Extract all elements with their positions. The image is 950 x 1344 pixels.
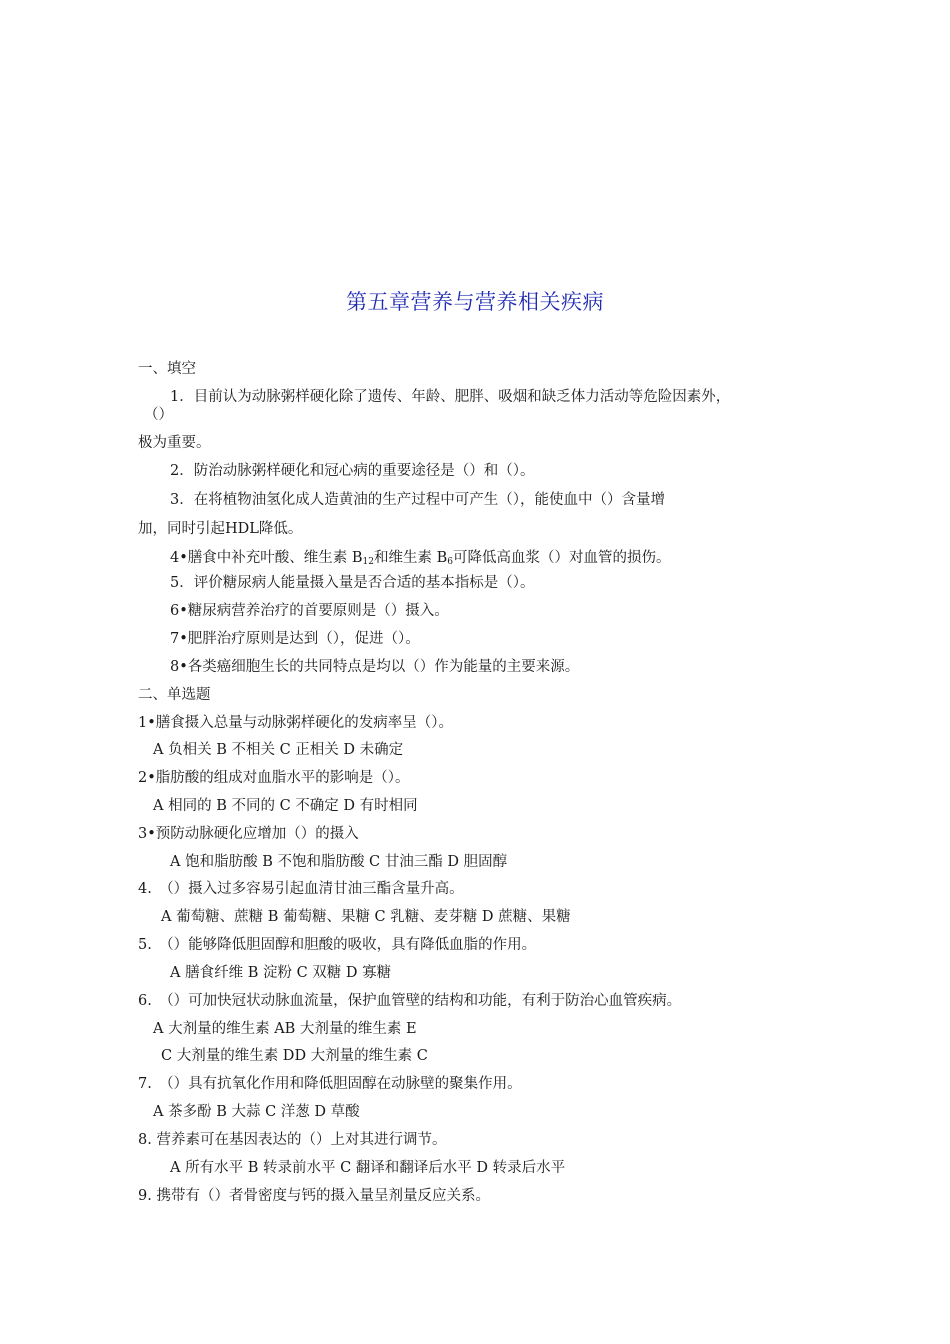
choice-question-3: 3•预防动脉硬化应增加（）的摄入 xyxy=(138,826,359,842)
choice-question-9: 9. 携带有（）者骨密度与钙的摄入量呈剂量反应关系。 xyxy=(138,1188,490,1204)
fill-question-4 xyxy=(170,549,671,567)
choice-question-5: 5. （）能够降低胆固醇和胆酸的吸收，具有降低血脂的作用。 xyxy=(138,937,537,953)
choice-question-7-options: A 茶多酚 B 大蒜 C 洋葱 D 草酸 xyxy=(153,1104,360,1120)
fill-question-3: 3．在将植物油氢化成人造黄油的生产过程中可产生（），能使血中（）含量增 xyxy=(170,492,665,508)
page-title: 第五章营养与营养相关疾病 xyxy=(346,290,604,314)
choice-question-8: 8. 营养素可在基因表达的（）上对其进行调节。 xyxy=(138,1132,447,1148)
fill-question-6: 6•糖尿病营养治疗的首要原则是（）摄入。 xyxy=(170,603,449,619)
subscript-12: 12 xyxy=(362,557,374,567)
fill-question-2: 2．防治动脉粥样硬化和冠心病的重要途径是（）和（）。 xyxy=(170,463,535,479)
subscript-6: 6 xyxy=(447,557,453,567)
choice-question-8-options: A 所有水平 B 转录前水平 C 翻译和翻译后水平 D 转录后水平 xyxy=(170,1160,566,1176)
fill-question-5: 5．评价糖尿病人能量摄入量是否合适的基本指标是（）。 xyxy=(170,575,535,591)
choice-question-4-options: A 葡萄糖、蔗糖 B 葡萄糖、果糖 C 乳糖、麦芽糖 D 蔗糖、果糖 xyxy=(161,909,571,925)
choice-question-4: 4. （）摄入过多容易引起血清甘油三酯含量升高。 xyxy=(138,881,464,897)
choice-question-7: 7. （）具有抗氧化作用和降低胆固醇在动脉壁的聚集作用。 xyxy=(138,1076,522,1092)
fill-question-4-part-a: 4•膳食中补充叶酸、维生素 B xyxy=(170,550,363,566)
choice-question-2: 2•脂肪酸的组成对血脂水平的影响是（）。 xyxy=(138,770,410,786)
choice-question-3-options: A 饱和脂肪酸 B 不饱和脂肪酸 C 甘油三酯 D 胆固醇 xyxy=(170,854,508,870)
fill-question-8: 8•各类癌细胞生长的共同特点是均以（）作为能量的主要来源。 xyxy=(170,659,580,675)
choice-question-6-options-a: A 大剂量的维生素 AB 大剂量的维生素 E xyxy=(153,1021,417,1037)
fill-question-1-end: 极为重要。 xyxy=(138,435,211,451)
section-heading-single-choice: 二、单选题 xyxy=(138,687,211,703)
choice-question-6: 6. （）可加快冠状动脉血流量，保护血管壁的结构和功能，有利于防治心血管疾病。 xyxy=(138,993,682,1009)
fill-question-4-part-b: 和维生素 B xyxy=(374,550,448,566)
choice-question-6-options-b: C 大剂量的维生素 DD 大剂量的维生素 C xyxy=(161,1048,428,1064)
fill-question-4-part-c: 可降低高血浆（）对血管的损伤。 xyxy=(453,550,671,566)
choice-question-5-options: A 膳食纤维 B 淀粉 C 双糖 D 寡糖 xyxy=(170,965,392,981)
fill-question-1: 1．目前认为动脉粥样硬化除了遗传、年龄、肥胖、吸烟和缺乏体力活动等危险因素外， xyxy=(170,389,731,405)
choice-question-1-options: A 负相关 B 不相关 C 正相关 D 未确定 xyxy=(153,742,404,758)
choice-question-2-options: A 相同的 B 不同的 C 不确定 D 有时相同 xyxy=(153,798,418,814)
fill-question-3-end: 加，同时引起HDL降低。 xyxy=(138,521,303,537)
fill-question-1-blank: （） xyxy=(144,407,173,423)
fill-question-7: 7•肥胖治疗原则是达到（），促进（）。 xyxy=(170,631,420,647)
section-heading-fill-blank: 一、填空 xyxy=(138,361,196,377)
choice-question-1: 1•膳食摄入总量与动脉粥样硬化的发病率呈（）。 xyxy=(138,715,454,731)
